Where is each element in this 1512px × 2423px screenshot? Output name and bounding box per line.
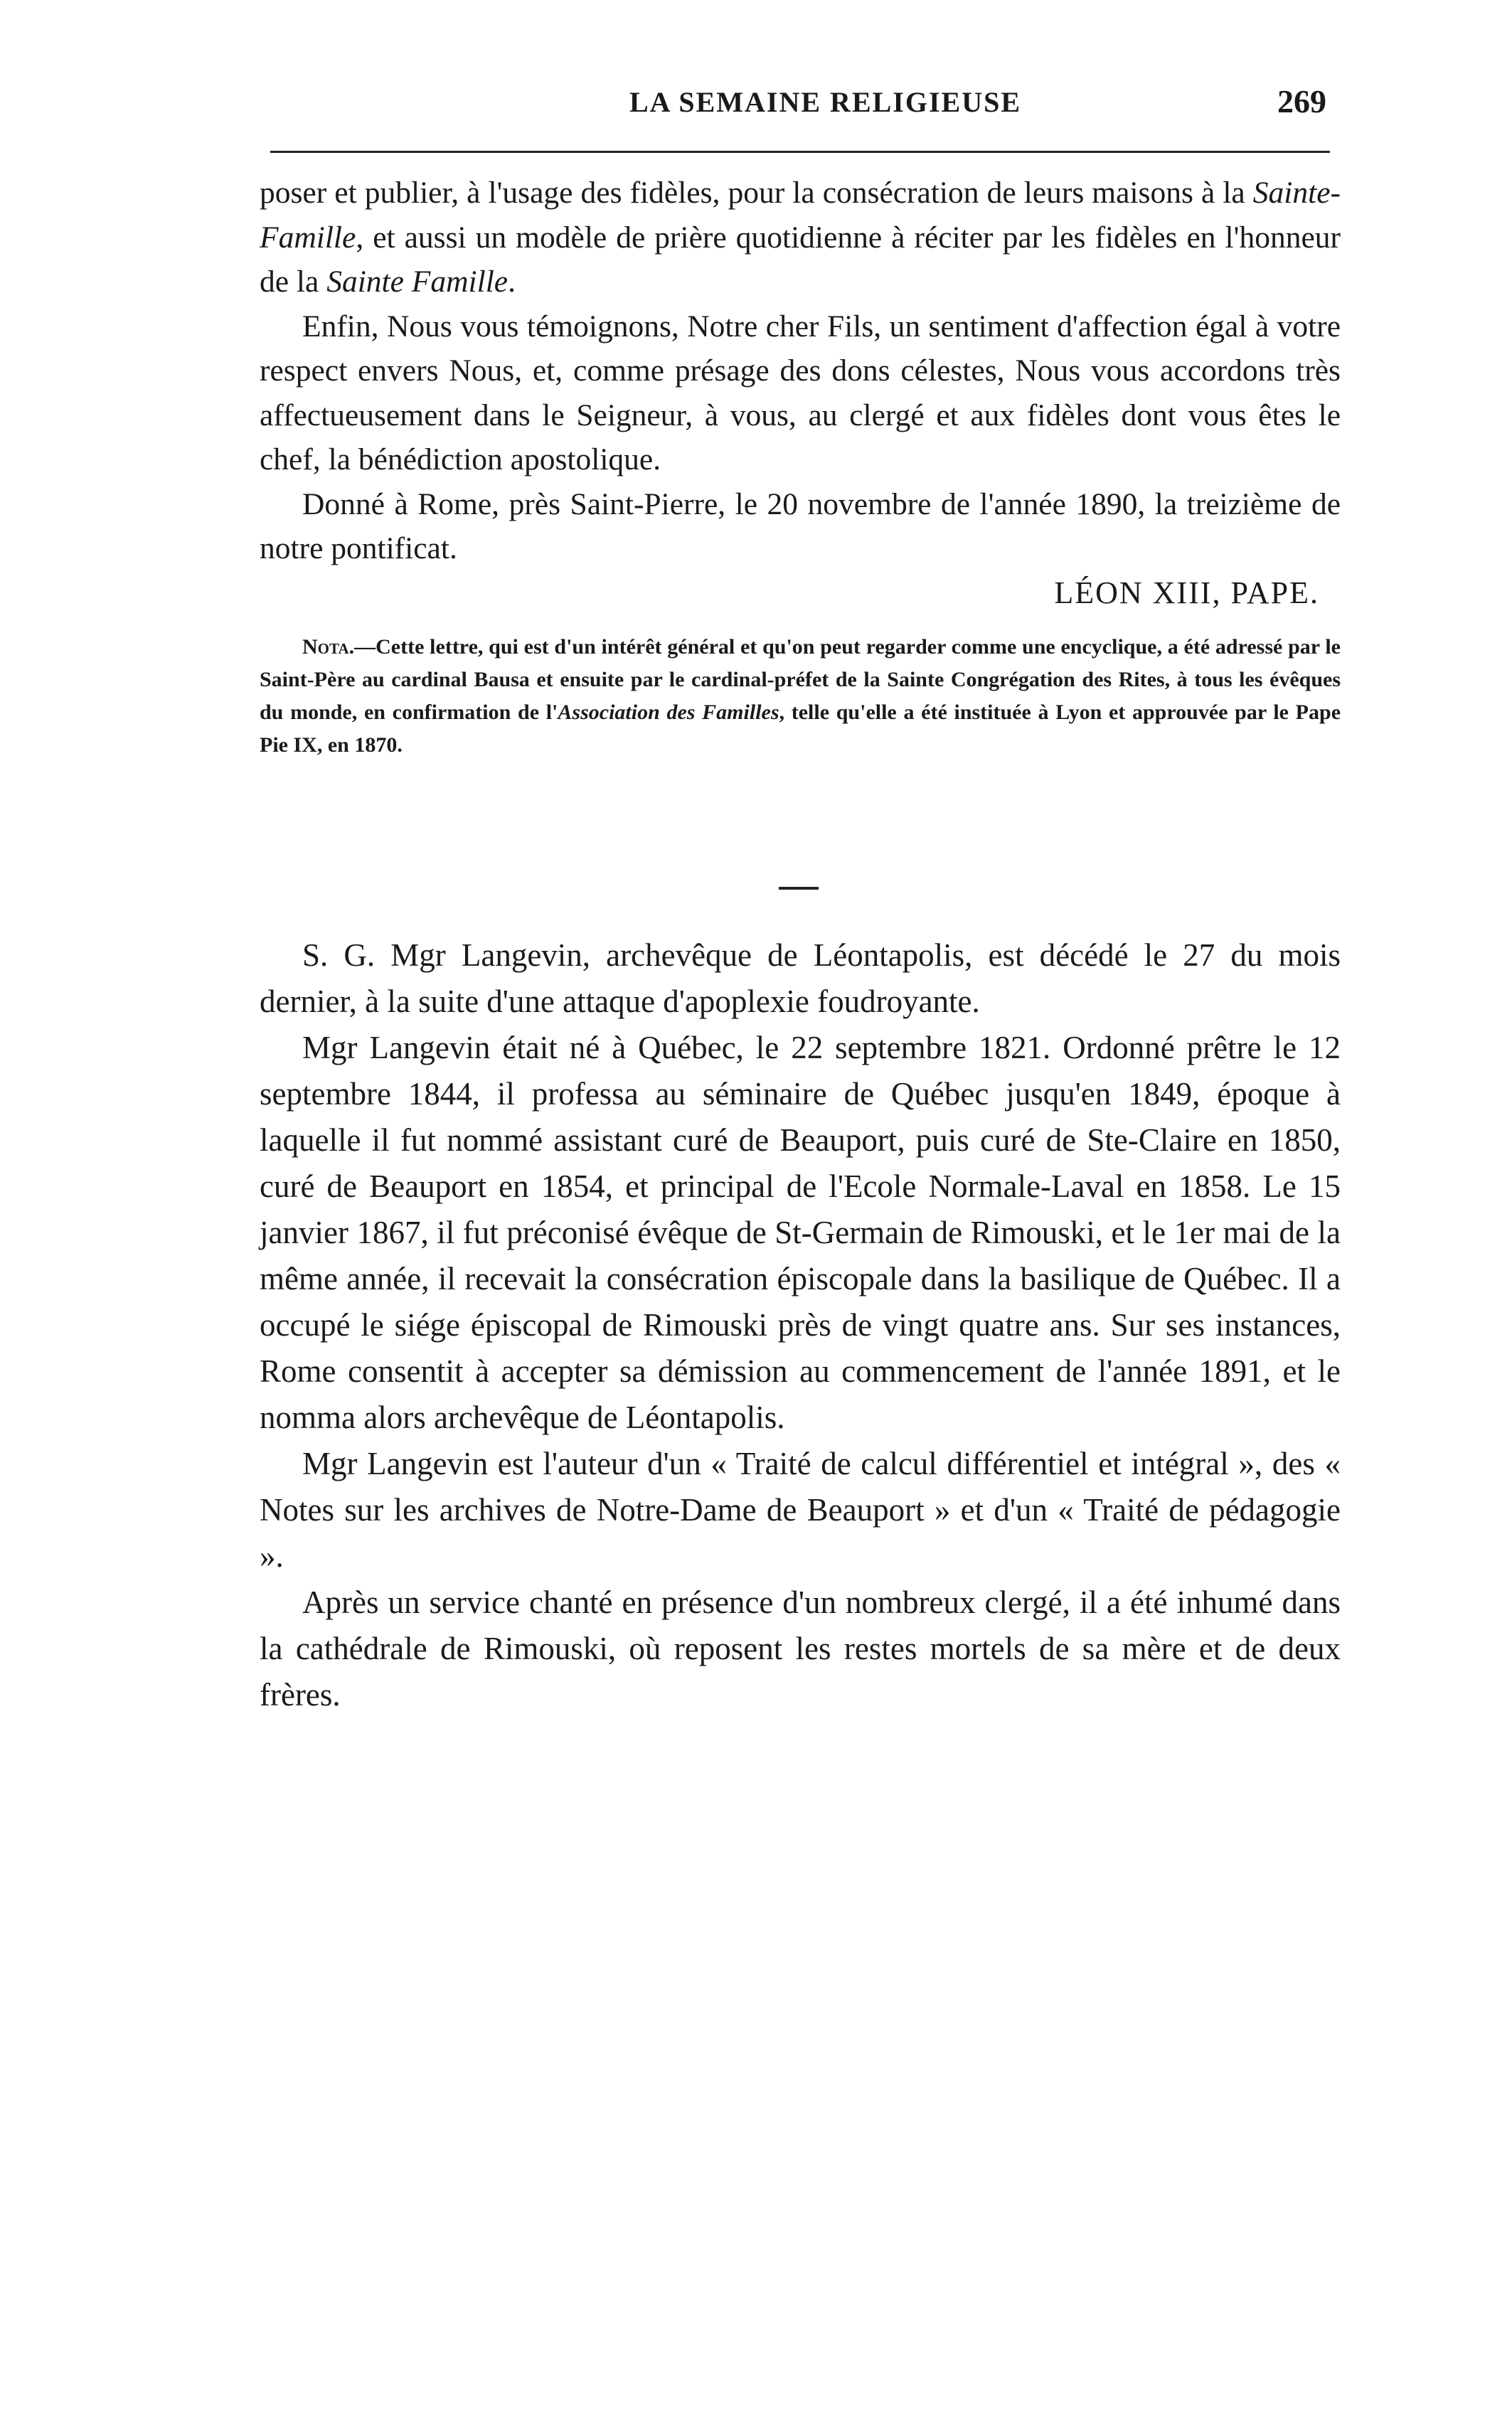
obituary-paragraph-4: Après un service chanté en présence d'un nombreux clergé, il a été inhumé dans la cathédrale de Rimouski, où reposent les restes mortels de sa mère et de deux frères. xyxy=(260,1585,1341,1713)
obituary-paragraph-1: S. G. Mgr Langevin, archevêque de Léontapolis, est décédé le 27 du mois dernier, à la suite d'une attaque d'apoplexie foudroyante. xyxy=(260,937,1341,1019)
nota-label: Nota. xyxy=(302,635,355,659)
nota-italic: Association des Familles xyxy=(558,701,779,724)
running-title: LA SEMAINE RELIGIEUSE xyxy=(629,86,1022,118)
obituary-paragraph-2: Mgr Langevin était né à Québec, le 22 septembre 1821. Ordonné prêtre le 12 septembre 1844, il professa au séminaire de Québec jusqu'en 1849, époque à laquelle il fut nommé assistant curé de Beauport, puis curé de Ste-Claire en 1850, curé de Beauport en 1854, et principal de l'Ecole Normale-Laval en 1858. Le 15 janvier 1867, il fut préconisé évêque de St-Germain de Rimouski, et le 1er mai de la même année, il recevait la consécration épiscopale dans la basilique de Québec. Il a occupé le siége épiscopal de Rimouski près de vingt quatre ans. Sur ses instances, Rome consentit à accepter sa démission au commencement de l'année 1891, et le nomma alors archevêque de Léontapolis. xyxy=(260,1030,1341,1435)
letter-paragraph-3: Donné à Rome, près Saint-Pierre, le 20 novembre de l'année 1890, la treizième de notre pontificat. xyxy=(260,486,1341,565)
italic-sainte-famille-2: Sainte Famille xyxy=(326,265,509,299)
nota-paragraph: Nota.—Cette lettre, qui est d'un intérêt général et qu'on peut regarder comme une encyclique, a été adressé par le Saint-Père au cardinal Bausa et ensuite par le cardinal-préfet de la Sainte Congrégation des Rites, à tous les évêques du monde, en confirmation de l'Association des Familles, telle qu'elle a été instituée à Lyon et approuvée par le Pape Pie IX, en 1870. xyxy=(260,635,1341,757)
page-header xyxy=(260,85,1341,128)
letter-paragraph-1: poser et publier, à l'usage des fidèles, pour la consécration de leurs maisons à la Sainte-Famille, et aussi un modèle de prière quotidienne à réciter par les fidèles en l'honneur de la Sainte Famille. xyxy=(260,176,1341,299)
italic-sainte-famille-1: Sainte-Famille xyxy=(260,176,1341,255)
obituary-section xyxy=(260,932,1341,1718)
body-text xyxy=(260,171,1341,1718)
section-divider xyxy=(260,762,1341,932)
header-rule xyxy=(270,151,1330,153)
signature: LÉON XIII, PAPE. xyxy=(1054,575,1319,610)
obituary-paragraph-3: Mgr Langevin est l'auteur d'un « Traité de calcul différentiel et intégral », des « Notes sur les archives de Notre-Dame de Beauport » et d'un « Traité de pédagogie ». xyxy=(260,1446,1341,1574)
page-number: 269 xyxy=(1277,83,1326,119)
letter-paragraph-2: Enfin, Nous vous témoignons, Notre cher Fils, un sentiment d'affection égal à votre respect envers Nous, et, comme présage des dons célestes, Nous vous accordons très affectueusement dans le Seigneur, à vous, au clergé et aux fidèles dont vous êtes le chef, la bénédiction apostolique. xyxy=(260,309,1341,476)
